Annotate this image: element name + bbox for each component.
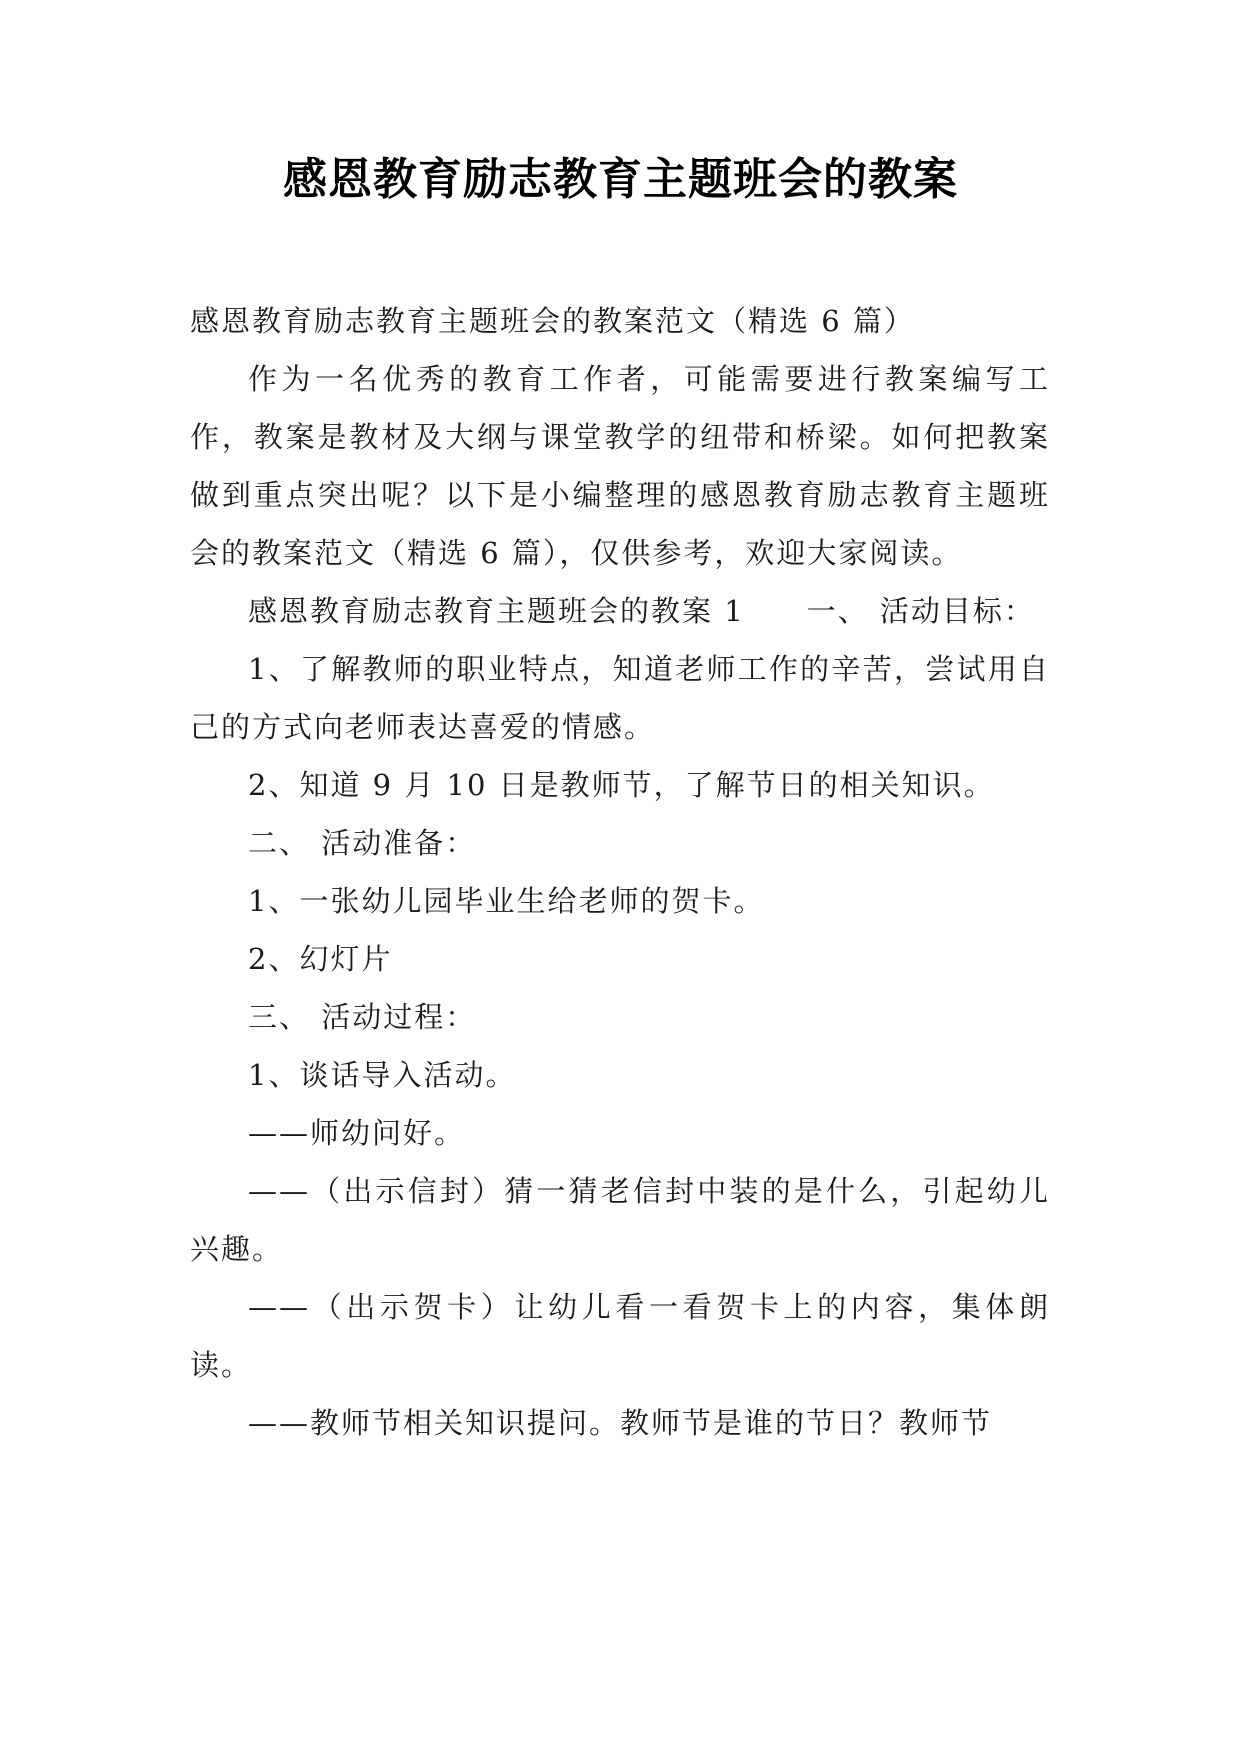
paragraph-preparation-heading: 二、 活动准备： <box>248 826 477 860</box>
paragraph-subtitle: 感恩教育励志教育主题班会的教案范文（精选 6 篇） <box>190 304 915 338</box>
paragraph-process-1: 1、谈话导入活动。 <box>248 1058 517 1092</box>
paragraph-process-greeting: ——师幼问好。 <box>248 1116 466 1150</box>
paragraph-process-card: ——（出示贺卡）让幼儿看一看贺卡上的内容，集体朗读。 <box>190 1290 1050 1382</box>
paragraph-process-question: ——教师节相关知识提问。教师节是谁的节日？教师节 <box>248 1406 993 1440</box>
paragraph-process-heading: 三、 活动过程： <box>248 1000 477 1034</box>
paragraph-section-heading: 感恩教育励志教育主题班会的教案 1 一、 活动目标： <box>248 594 1035 628</box>
paragraph-process-envelope: ——（出示信封）猜一猜老信封中装的是什么，引起幼儿兴趣。 <box>190 1174 1050 1266</box>
document-body <box>190 292 1050 1452</box>
paragraph-goal-2: 2、知道 9 月 10 日是教师节，了解节日的相关知识。 <box>248 768 995 802</box>
paragraph-preparation-2: 2、幻灯片 <box>248 942 393 976</box>
paragraph-goal-1: 1、了解教师的职业特点，知道老师工作的辛苦，尝试用自己的方式向老师表达喜爱的情感。 <box>190 652 1050 744</box>
document-title: 感恩教育励志教育主题班会的教案 <box>283 154 958 205</box>
paragraph-intro: 作为一名优秀的教育工作者，可能需要进行教案编写工作，教案是教材及大纲与课堂教学的纽带和桥梁。如何把教案做到重点突出呢？以下是小编整理的感恩教育励志教育主题班会的教案范文（精选 6 篇），仅供参考，欢迎大家阅读。 <box>190 362 1050 570</box>
paragraph-preparation-1: 1、一张幼儿园毕业生给老师的贺卡。 <box>248 884 765 918</box>
